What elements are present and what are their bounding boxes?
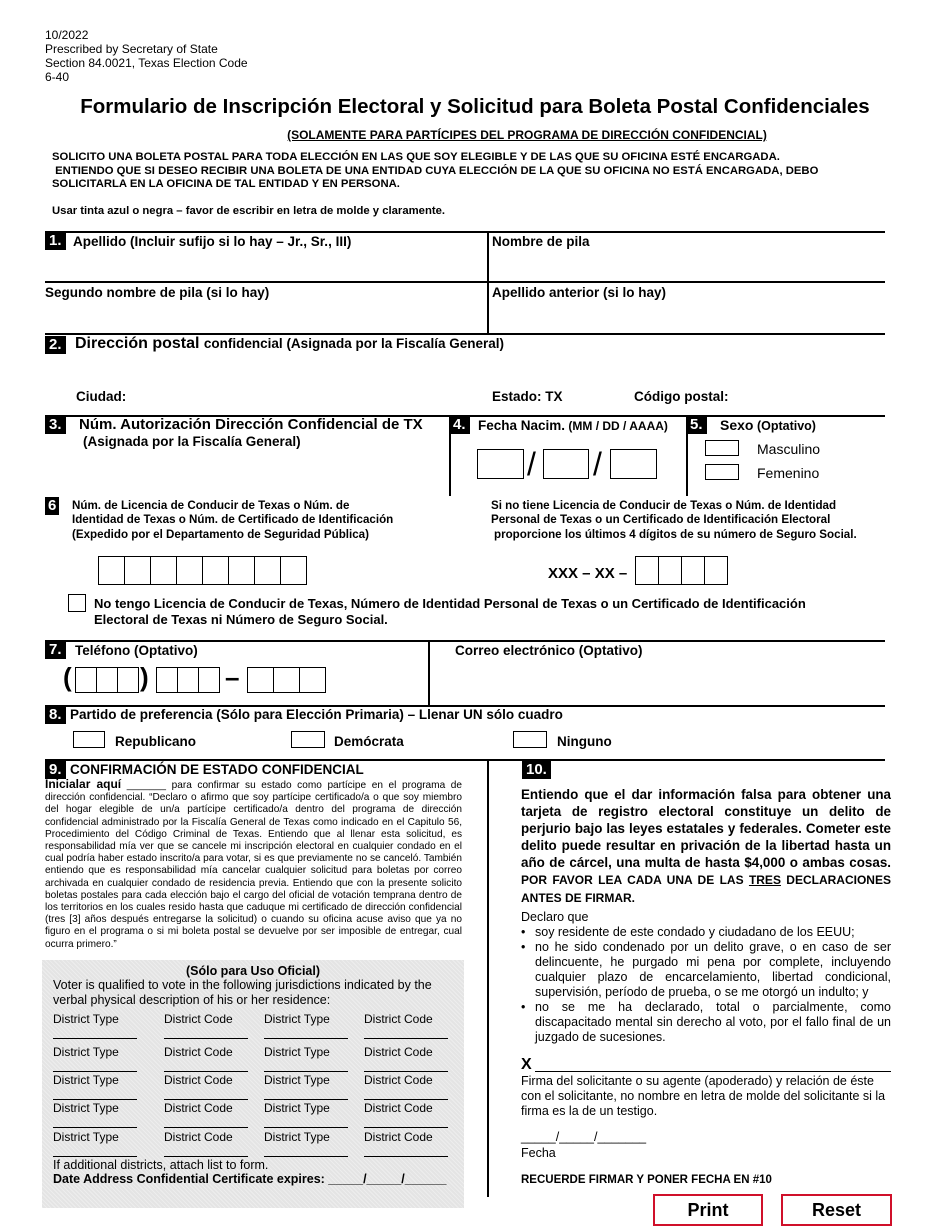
ssn-digit-box-4[interactable] [704,556,728,585]
section-5-number: 5. [686,416,707,434]
district-entry-line[interactable] [364,1071,448,1072]
district-entry-line[interactable] [264,1156,348,1157]
declare-label: Declaro que [521,910,589,924]
page-title: Formulario de Inscripción Electoral y Solicitud para Boleta Postal Confidenciales [80,95,870,118]
district-entry-line[interactable] [264,1071,348,1072]
area-code-box-3[interactable] [117,667,139,693]
sex-label: Sexo (Optativo) [720,417,816,433]
district-entry-line[interactable] [364,1038,448,1039]
district-code-label: District Code [364,1073,433,1087]
republican-label: Republicano [115,734,197,749]
license-digit-box-5[interactable] [202,556,229,585]
district-code-label: District Code [364,1101,433,1115]
license-digit-box-6[interactable] [228,556,255,585]
district-type-label: District Type [264,1130,330,1144]
democrat-label: Demócrata [334,734,404,749]
district-entry-line[interactable] [364,1127,448,1128]
form-number: 6-40 [45,70,70,84]
section-4-number: 4. [449,416,470,434]
section-7-number: 7. [45,641,66,659]
sign-reminder: RECUERDE FIRMAR Y PONER FECHA EN #10 [521,1174,772,1186]
female-label: Femenino [757,465,820,481]
phone-prefix-box-2[interactable] [177,667,199,693]
section-1-number: 1. [45,232,66,250]
area-code-open-paren: ( [63,662,72,692]
section-6-number: 6 [45,497,59,515]
birth-month-box[interactable] [477,449,524,479]
district-entry-line[interactable] [53,1071,137,1072]
phone-label: Teléfono (Optativo) [75,643,198,658]
declaration-residency: • soy residente de este condado y ciudadano de los EEUU; [521,925,891,940]
signature-x: X [521,1056,532,1073]
no-id-checkbox[interactable] [68,594,86,612]
declaration-felony: • no he sido condenado por un delito grave, o en caso de ser delincuente, he purgado mi pena por complete, incluyendo cualquier plazo de encarcelamiento, libertad condicional, supervisión, período de prueba, o se me otorgó un indulto; y [521,940,891,1000]
male-checkbox[interactable] [705,440,739,456]
confidential-id-label: Núm. Autorización Dirección Confidencial de TX [79,416,423,433]
section-8-number: 8. [45,706,66,724]
district-type-label: District Type [264,1012,330,1026]
form-header [45,28,248,84]
district-code-label: District Code [164,1012,233,1026]
district-type-label: District Type [53,1101,119,1115]
license-digit-box-3[interactable] [150,556,177,585]
official-use-box [42,960,464,1208]
district-entry-line[interactable] [53,1156,137,1157]
intro-line-3: SOLICITARLA EN LA OFICINA DE TAL ENTIDAD Y EN PERSONA. [52,178,400,190]
republican-checkbox[interactable] [73,731,105,748]
phone-line-box-2[interactable] [273,667,300,693]
district-code-label: District Code [164,1130,233,1144]
email-field[interactable] [455,662,885,698]
birth-year-box[interactable] [610,449,657,479]
perjury-warning: Entiendo que el dar información falsa para obtener una tarjeta de registro electoral constituye un delito de perjurio bajo las leyes estatales y federales. Cometer este delito puede resultar en privación de la libertad hasta un año de cárcel, una multa de hasta $4,000 o ambas cosas. POR FAVOR LEA CADA UNA DE LAS TRES DECLARACIONES ANTES DE FIRMAR. [521,787,891,905]
license-digit-box-1[interactable] [98,556,125,585]
print-button[interactable]: Print [653,1194,763,1226]
phone-dash: – [225,662,240,692]
area-code-box-1[interactable] [75,667,97,693]
district-type-label: District Type [53,1073,119,1087]
declarations-list [521,925,891,1045]
declaration-mental-capacity: • no se me ha declarado, total o parcialmente, como discapacitado mental sin derecho al voto, por el fallo final de un juzgado de sucesiones. [521,1000,891,1045]
district-entry-line[interactable] [164,1038,248,1039]
page-subtitle: (SOLAMENTE PARA PARTÍCIPES DEL PROGRAMA DE DIRECCIÓN CONFIDENCIAL) [287,128,767,142]
area-code-box-2[interactable] [96,667,118,693]
party-label: Partido de preferencia (Sólo para Elección Primaria) – Llenar UN sólo cuadro [70,707,563,722]
district-code-label: District Code [164,1045,233,1059]
license-digit-box-4[interactable] [176,556,203,585]
city-label: Ciudad: [76,389,127,404]
ssn-prefix: XXX – XX – [548,565,628,582]
phone-line-box-3[interactable] [299,667,326,693]
section-2-number: 2. [45,336,66,354]
area-code-close-paren: ) [140,662,149,692]
intro-line-1: SOLICITO UNA BOLETA POSTAL PARA TODA ELECCIÓN EN LAS QUE SOY ELEGIBLE Y DE LAS QUE SU OFICINA ESTÉ ENCARGADA. [52,151,780,163]
middle-name-label: Segundo nombre de pila (si lo hay) [45,285,270,300]
district-code-label: District Code [164,1073,233,1087]
district-code-label: District Code [164,1101,233,1115]
district-type-label: District Type [264,1101,330,1115]
ssn-digit-box-1[interactable] [635,556,659,585]
district-type-label: District Type [264,1045,330,1059]
email-label: Correo electrónico (Optativo) [455,643,643,658]
no-id-statement: No tengo Licencia de Conducir de Texas, Número de Identidad Personal de Texas o un Certificado de Identificación Electoral de Texas ni Número de Seguro Social. [94,596,806,627]
district-code-label: District Code [364,1045,433,1059]
date-label: Fecha [521,1146,556,1160]
mailing-address-field[interactable] [75,358,885,384]
none-party-label: Ninguno [557,734,612,749]
certificate-expiration: Date Address Confidential Certificate expires: _____/_____/______ [53,1172,447,1186]
mailing-address-label: Dirección postal confidencial (Asignada por la Fiscalía General) [75,335,505,352]
confirmation-text: Inicialar aquí _______ para confirmar su estado como partícipe en el programa de dirección confidencial. “Declaro o afirmo que soy partícipe certificado/a o que soy miembro del hogar elegible de un/a partícipe certificado/a dentro del programa de dirección confidencial administrado por la Fiscalía General de Texas como indicado en el Capitulo 56, Procedimiento del Código Criminal de Texas. Entiendo que al llenar esta solicitud, es responsabilidad mía ver que se cancele mi inscripción electoral en cualquier condado en el cual podría haber estado inscrito/a para votar, si es que previamente no se canceló. También entiendo que es responsabilidad mía cancelar cualquier solicitud para boletas por correo archivada en cualquier condado de residencia previa. Entiendo que con la presente solicito boletas postales para cada elección bajo el cargo del oficial de votación temprana dentro de los territorios en los cuales resido hasta que caduque mi certificado de dirección confidencial (tres [3] años después entregarse la solicitud) o cuando su oficina acuse aviso que ya no figuro en el programa o si mi boleta postal se devuelve por ser imposible de entregar, cual ocurra primero.” [45,777,462,950]
district-type-label: District Type [53,1130,119,1144]
official-use-desc: Voter is qualified to vote in the following jurisdictions indicated by the verbal physical description of his or her residence: [53,978,432,1007]
birth-day-box[interactable] [543,449,589,479]
state-label: Estado: TX [492,389,563,404]
birthdate-label: Fecha Nacim. (MM / DD / AAAA) [478,418,668,433]
code-section: Section 84.0021, Texas Election Code [45,56,248,70]
license-digit-box-8[interactable] [280,556,307,585]
first-name-field[interactable] [490,252,885,280]
ssn-digit-box-2[interactable] [658,556,682,585]
signature-field[interactable] [535,1050,891,1070]
none-party-checkbox[interactable] [513,731,547,748]
district-type-label: District Type [53,1045,119,1059]
district-code-label: District Code [364,1012,433,1026]
district-entry-line[interactable] [53,1127,137,1128]
district-entry-line[interactable] [364,1156,448,1157]
confirmation-title: CONFIRMACIÓN DE ESTADO CONFIDENCIAL [70,762,364,777]
district-type-label: District Type [53,1012,119,1026]
district-entry-line[interactable] [264,1127,348,1128]
district-entry-line[interactable] [264,1038,348,1039]
prescribed-by: Prescribed by Secretary of State [45,42,218,56]
district-entry-line[interactable] [164,1156,248,1157]
district-entry-line[interactable] [164,1099,248,1100]
district-entry-line[interactable] [264,1099,348,1100]
confidential-id-sub: (Asignada por la Fiscalía General) [83,434,301,449]
date-slash-2: / [593,446,602,482]
ink-instruction: Usar tinta azul o negra – favor de escribir en letra de molde y claramente. [52,205,446,217]
last-name-label: Apellido (Incluir sufijo si lo hay – Jr., Sr., III) [73,234,352,249]
former-name-field[interactable] [490,303,885,331]
district-code-label: District Code [364,1130,433,1144]
signature-caption: Firma del solicitante o su agente (apoderado) y relación de éste con el solicitante, no nombre en letra de molde del solicitante si la firma es la de un testigo. [521,1074,886,1118]
form-date: 10/2022 [45,28,89,42]
district-entry-line[interactable] [53,1099,137,1100]
district-entry-line[interactable] [364,1099,448,1100]
section-9-number: 9. [45,761,66,779]
reset-button[interactable]: Reset [781,1194,892,1226]
date-slash-1: / [527,446,536,482]
district-entry-line[interactable] [164,1127,248,1128]
license-label: Núm. de Licencia de Conducir de Texas o Núm. de Identidad de Texas o Núm. de Certificado de Identificación (Expedido por el Departamento de Seguridad Pública) [72,499,394,541]
ssn-digit-box-3[interactable] [681,556,705,585]
first-name-label: Nombre de pila [492,234,590,249]
democrat-checkbox[interactable] [291,731,325,748]
section-10-number: 10. [522,761,551,779]
district-type-label: District Type [264,1073,330,1087]
intro-line-2: ENTIENDO QUE SI DESEO RECIBIR UNA BOLETA DE UNA ENTIDAD CUYA ELECCIÓN DE LA QUE SU OFICINA NO ESTÁ ENCARGADA, DEBO [52,164,819,177]
phone-line-box-1[interactable] [247,667,274,693]
male-label: Masculino [757,441,821,457]
ssn-instruction: Si no tiene Licencia de Conducir de Texas o Núm. de Identidad Personal de Texas o un Certificado de Identificación Electoral proporcione los últimos 4 dígitos de su número de Seguro Social. [491,499,857,541]
attach-note: If additional districts, attach list to form. [53,1158,269,1172]
section-3-number: 3. [45,416,66,434]
official-use-title: (Sólo para Uso Oficial) [185,964,321,978]
confidential-id-field[interactable] [60,454,445,490]
middle-name-field[interactable] [45,303,486,331]
license-digit-box-7[interactable] [254,556,281,585]
date-blank[interactable]: _____/_____/_______ [521,1130,647,1144]
former-name-label: Apellido anterior (si lo hay) [492,285,667,300]
female-checkbox[interactable] [705,464,739,480]
district-entry-line[interactable] [53,1038,137,1039]
last-name-field[interactable] [45,252,486,280]
phone-prefix-box-1[interactable] [156,667,178,693]
zip-label: Código postal: [634,389,729,404]
license-digit-box-2[interactable] [124,556,151,585]
district-entry-line[interactable] [164,1071,248,1072]
phone-prefix-box-3[interactable] [198,667,220,693]
intro-statement [52,151,818,192]
